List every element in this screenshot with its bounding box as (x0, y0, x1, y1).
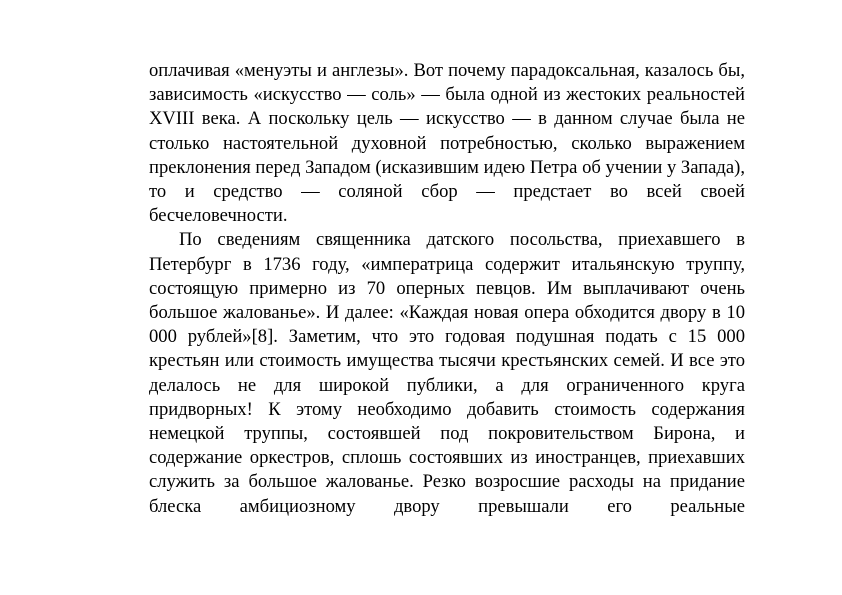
paragraph-2: По сведениям священника датского посольства, приехавшего в Петербург в 1736 году, «императрица содержит итальянскую труппу, состоящую примерно из 70 оперных певцов. Им выплачивают очень большое жалованье». И далее: «Каждая новая опера обходится двору в 10 000 рублей»[8]. Заметим, что это годовая подушная подать с 15 000 крестьян или стоимость имущества тысячи крестьянских семей. И все это делалось не для широкой публики, а для ограниченного круга придворных! К этому необходимо добавить стоимость содержания немецкой труппы, состоявшей под покровительством Бирона, и содержание оркестров, сплошь состоявших из иностранцев, приехавших служить за большое жалованье. Резко возросшие расходы на придание блеска амбициозному двору превышали его реальные (149, 229, 745, 517)
body-text (149, 59, 745, 519)
paragraph-1: оплачивая «менуэты и англезы». Вот почему парадоксальная, казалось бы, зависимость «искусство — соль» — была одной из жестоких реальностей XVIII века. А поскольку цель — искусство — в данном случае была не столько настоятельной духовной потребностью, сколько выражением преклонения перед Западом (исказившим идею Петра об учении у Запада), то и средство — соляной сбор — предстает во всей своей бесчеловечности. (149, 60, 745, 227)
